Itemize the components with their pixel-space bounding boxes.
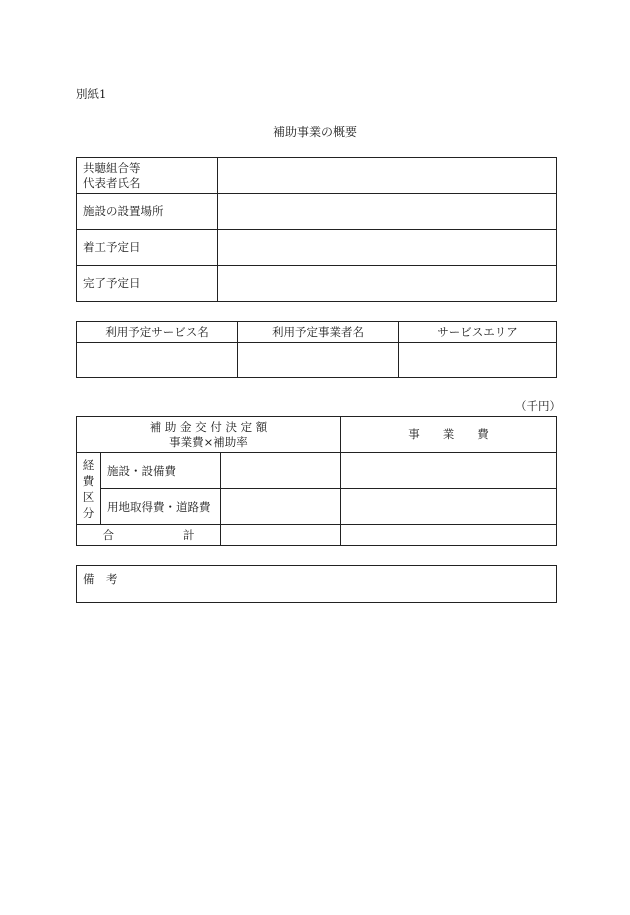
total-cost-cell[interactable] [341, 525, 557, 546]
total-label: 合 計 [77, 525, 221, 546]
total-grant-cell[interactable] [221, 525, 341, 546]
facility-cost-label: 施設・設備費 [101, 453, 221, 489]
start-date-label: 着工予定日 [77, 230, 218, 266]
document-title: 補助事業の概要 [272, 125, 357, 139]
table-row [77, 194, 557, 230]
land-grant-cell[interactable] [221, 489, 341, 525]
land-cost-label: 用地取得費・道路費 [101, 489, 221, 525]
provider-name-cell[interactable] [238, 343, 399, 378]
start-date-value-cell[interactable] [218, 230, 557, 266]
applicant-label [77, 158, 218, 194]
completion-date-value-cell[interactable] [218, 266, 557, 302]
applicant-label-line1: 共聴組合等 [83, 160, 141, 175]
service-name-header: 利用予定サービス名 [77, 322, 238, 343]
expense-category-label: 経 費 区 分 [77, 453, 101, 525]
location-label: 施設の設置場所 [77, 194, 218, 230]
table-row [77, 158, 557, 194]
service-area-cell[interactable] [399, 343, 557, 378]
project-cost-header: 事 業 費 [341, 417, 557, 453]
table-header-row [77, 417, 557, 453]
service-table [76, 321, 557, 378]
remarks-label: 備 考 [83, 572, 118, 586]
table-row [77, 343, 557, 378]
service-area-header: サービスエリア [399, 322, 557, 343]
table-row [77, 566, 557, 603]
grant-amount-header-line1: 補 助 金 交 付 決 定 額 [149, 419, 268, 434]
location-value-cell[interactable] [218, 194, 557, 230]
land-cost-cell[interactable] [341, 489, 557, 525]
overview-table [76, 157, 557, 302]
table-row [77, 489, 557, 525]
table-row [77, 453, 557, 489]
attachment-label: 別紙1 [76, 87, 107, 101]
table-row [77, 266, 557, 302]
cost-table [76, 416, 557, 546]
remarks-cell[interactable] [77, 566, 557, 603]
provider-name-header: 利用予定事業者名 [238, 322, 399, 343]
applicant-label-line2: 代表者氏名 [83, 175, 141, 190]
grant-amount-header-line2: 事業費×補助率 [169, 434, 248, 449]
service-name-cell[interactable] [77, 343, 238, 378]
table-row [77, 230, 557, 266]
remarks-table [76, 565, 557, 603]
facility-cost-cell[interactable] [341, 453, 557, 489]
table-row [77, 525, 557, 546]
unit-label: （千円） [515, 399, 561, 413]
applicant-value-cell[interactable] [218, 158, 557, 194]
grant-amount-header [77, 417, 341, 453]
facility-grant-cell[interactable] [221, 453, 341, 489]
table-header-row [77, 322, 557, 343]
completion-date-label: 完了予定日 [77, 266, 218, 302]
